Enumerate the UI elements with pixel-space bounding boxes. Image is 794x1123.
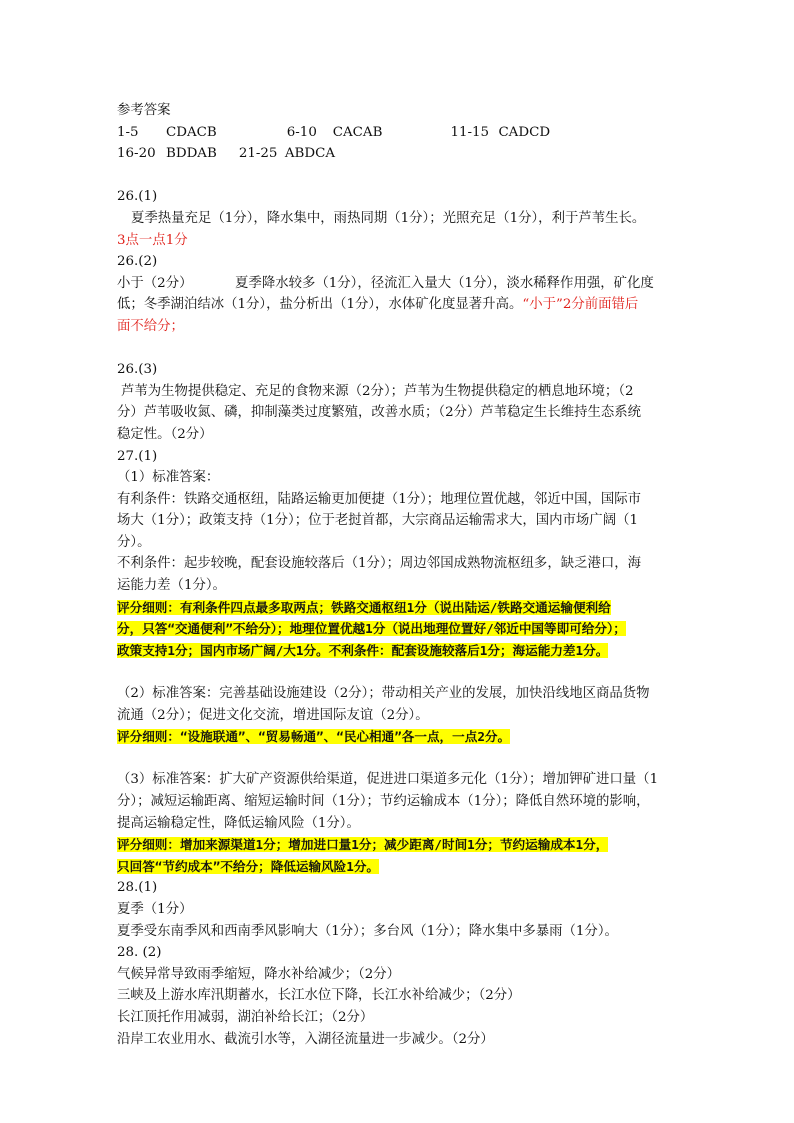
q26-1-text: 夏季热量充足（1分），降水集中，雨热同期（1分）；光照充足（1分），利于芦苇生长。 — [131, 210, 646, 226]
q27-1-favorable-line3: 分）。 — [117, 534, 151, 550]
q27-3-line2: 分）；减短运输距离、缩短运输时间（1分）；节约运输成本（1分）；降低自然环境的影响， — [117, 794, 650, 809]
answer-group: 11-15 CADCD — [450, 124, 551, 140]
q26-3-line2: 分）芦苇吸收氮、磷，抑制藻类过度繁殖，改善水质；（2分）芦苇稳定生长维持生态系统 — [117, 405, 642, 421]
q28-1-label: 28.(1) — [117, 880, 158, 896]
q27-3-line1: （3）标准答案：扩大矿产资源供给渠道，促进进口渠道多元化（1分）；增加钾矿进口量（1 — [117, 772, 659, 788]
highlighted-text: 评分细则：增加来源渠道1分；增加进口量1分；减少距离/时间1分；节约运输成本1分， — [117, 837, 609, 853]
highlighted-text: 政策支持1分；国内市场广阔/大1分。不利条件：配套设施较落后1分；海运能力差1分。 — [117, 642, 609, 658]
q26-2-line2: 低；冬季湖泊结冰（1分），盐分析出（1分），水体矿化度显著升高。“小于”2分前面错后 — [117, 297, 639, 313]
highlighted-text: 分，只答“交通便利”不给分）；地理位置优越1分（说出地理位置好/邻近中国等即可给分）； — [117, 621, 626, 637]
q26-3-line3: 稳定性。（2分） — [117, 426, 213, 442]
q26-2-scoring-note-cont: 面不给分； — [117, 318, 184, 334]
page-title: 参考答案 — [117, 103, 171, 118]
answer-group: 16-20 BDDAB — [117, 146, 217, 162]
highlighted-text: 评分细则：有利条件四点最多取两点；铁路交通枢纽1分（说出陆运/铁路交通运输便利给 — [117, 599, 611, 615]
q26-3-label: 26.(3) — [117, 362, 158, 378]
answer-row-2 — [117, 143, 677, 165]
q28-2-line3: 长江顶托作用减弱，湖泊补给长江；（2分） — [117, 1009, 374, 1025]
q27-3-scoring-details — [117, 834, 677, 877]
q27-2-line2: 流通（2分）；促进文化交流，增进国际友谊（2分）。 — [117, 707, 429, 723]
answer-group: 1-5 CDACB — [117, 124, 217, 140]
answer-group: 21-25 ABDCA — [238, 146, 335, 162]
answer-row-1 — [117, 122, 677, 144]
q28-2-label: 28. (2) — [117, 945, 162, 961]
q27-1-unfavorable-line2: 运能力差（1分）。 — [117, 578, 226, 594]
q28-1-line2: 夏季受东南季风和西南季风影响大（1分）；多台风（1分）；降水集中多暴雨（1分）。 — [117, 923, 618, 939]
q27-1-scoring-details — [117, 597, 677, 662]
q26-1-scoring-note: 3点一点1分 — [117, 232, 188, 248]
q28-1-line1: 夏季（1分） — [117, 901, 193, 917]
answer-group: 6-10 CACAB — [286, 124, 383, 140]
q26-2-scoring-note: “小于”2分前面错后 — [522, 297, 639, 313]
q27-1-standard-head: （1）标准答案： — [117, 470, 220, 486]
q26-1-label: 26.(1) — [117, 189, 158, 205]
q27-2-scoring-details — [117, 726, 677, 748]
highlighted-text: 只回答“节约成本”不给分；降低运输风险1分。 — [117, 858, 380, 874]
q26-2-label: 26.(2) — [117, 254, 158, 270]
q28-2-line1: 气候异常导致雨季缩短，降水补给减少；（2分） — [117, 966, 401, 982]
q26-3-line1: 芦苇为生物提供稳定、充足的食物来源（2分）；芦苇为生物提供稳定的栖息地环境；（2 — [121, 383, 634, 399]
answer-key-content — [117, 100, 677, 1050]
q27-1-label: 27.(1) — [117, 448, 158, 464]
q27-1-unfavorable-line1: 不利条件：起步较晚，配套设施较落后（1分）；周边邻国成熟物流枢纽多，缺乏港口，海 — [117, 556, 642, 572]
q27-2-line1: （2）标准答案：完善基础设施建设（2分）；带动相关产业的发展，加快沿线地区商品货物 — [117, 686, 650, 702]
q26-2-line1: 小于（2分） 夏季降水较多（1分），径流汇入量大（1分），淡水稀释作用强，矿化度 — [117, 275, 654, 291]
q27-3-line3: 提高运输稳定性，降低运输风险（1分）。 — [117, 815, 360, 831]
q28-2-line4: 沿岸工农业用水、截流引水等，入湖径流量进一步减少。（2分） — [117, 1031, 494, 1047]
q28-2-line2: 三峡及上游水库汛期蓄水，长江水位下降，长江水补给减少；（2分） — [117, 988, 521, 1004]
highlighted-text: 评分细则：“设施联通”、“贸易畅通”、“民心相通”各一点，一点2分。 — [117, 729, 511, 745]
q27-1-favorable-line2: 场大（1分）；政策支持（1分）；位于老挝首都，大宗商品运输需求大，国内市场广阔（1 — [117, 513, 638, 529]
q27-1-favorable-line1: 有利条件：铁路交通枢纽，陆路运输更加便捷（1分）；地理位置优越，邻近中国，国际市 — [117, 491, 642, 507]
